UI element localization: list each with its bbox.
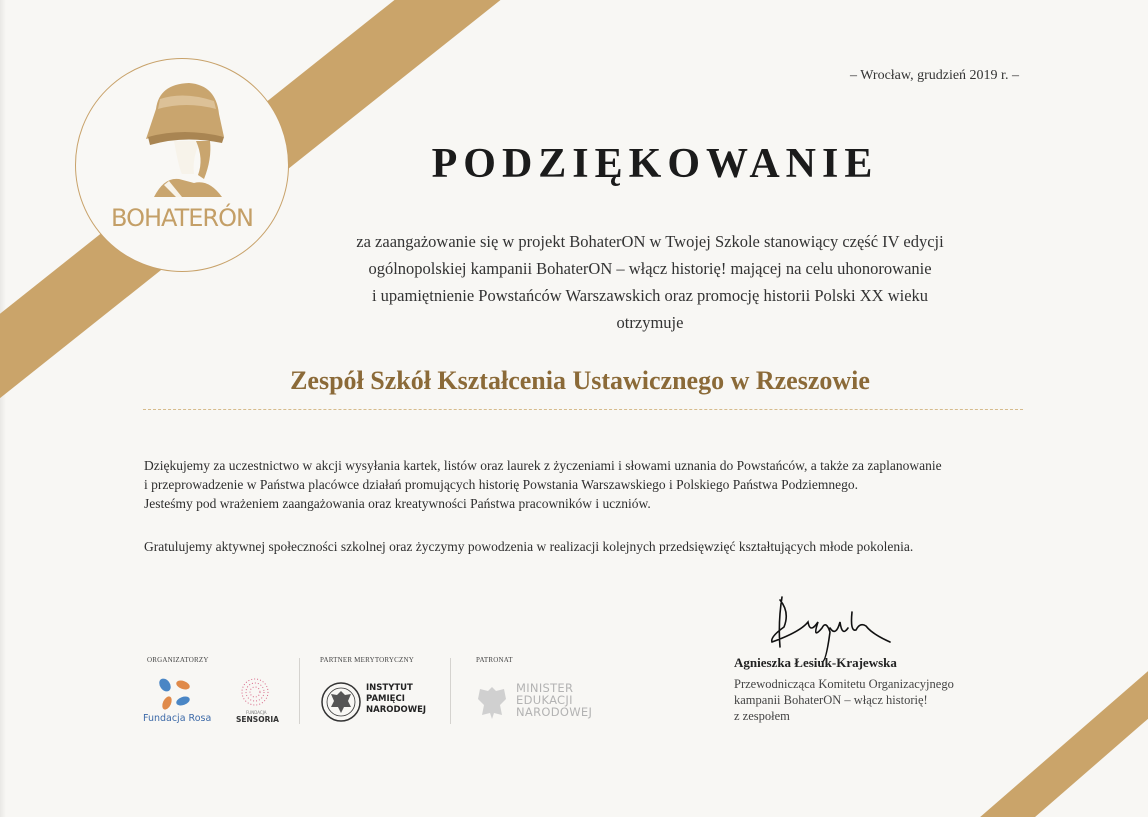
body-paragraph-1 [144, 456, 1044, 513]
page-edge [0, 0, 6, 817]
flower-icon [155, 676, 193, 712]
fundacja-rosa-label: Fundacja Rosa [143, 713, 212, 724]
men-line: NARODOWEJ [516, 705, 593, 719]
patron-label: PATRONAT [476, 656, 513, 664]
body-line: Jesteśmy pod wrażeniem zaangażowania oraz kreatywności Państwa pracowników i uczniów. [144, 496, 651, 511]
signature-icon [760, 592, 900, 662]
partner-label: PARTNER MERYTORYCZNY [320, 656, 415, 664]
men-label [516, 682, 592, 718]
gold-band-bottom-right [940, 577, 1148, 817]
date-line: – Wrocław, grudzień 2019 r. – [850, 68, 1019, 83]
role-line: Przewodnicząca Komitetu Organizacyjnego [734, 677, 954, 691]
men-line: MINISTER [516, 681, 574, 695]
body-paragraph-2: Gratulujemy aktywnej społeczności szkolnej oraz życzymy powodzenia w realizacji kolejnych przedsięwzięć kształtujących młode pokolenia. [144, 539, 914, 554]
eagle-icon [474, 683, 510, 721]
sponsor-divider [299, 658, 300, 724]
role-line: kampanii BohaterON – włącz historię! [734, 693, 928, 707]
ipn-line: INSTYTUT [366, 683, 413, 693]
eagle-seal-icon [320, 681, 362, 723]
intro-line: za zaangażowanie się w projekt BohaterON w Twojej Szkole stanowiący część IV edycji [356, 232, 944, 251]
men-line: EDUKACJI [516, 693, 573, 707]
signatory-name: Agnieszka Łesiuk-Krajewska [734, 655, 897, 670]
ipn-line: NARODOWEJ [366, 705, 427, 715]
role-line: z zespołem [734, 709, 790, 723]
signatory-role [734, 676, 954, 724]
intro-line: i upamiętnienie Powstańców Warszawskich oraz promocję historii Polski XX wieku [371, 286, 929, 305]
sponsor-divider [450, 658, 451, 724]
sensoria-label: SENSORIA [236, 715, 279, 724]
body-line: Dziękujemy za uczestnictwo w akcji wysyłania kartek, listów oraz laurek z życzeniami i słowami uznania do Powstańców, a także za zaplanowanie [144, 458, 942, 473]
intro-line: ogólnopolskiej kampanii BohaterON – włącz historię! mającej na celu uhonorowanie [368, 259, 932, 278]
intro-text [300, 228, 1000, 336]
logo-text: BOHATERÓN [111, 204, 253, 232]
body-line: i przeprowadzenie w Państwa placówce działań promujących historię Powstania Warszawskiego i Polskiego Państwa Podziemnego. [144, 477, 858, 492]
page-title: PODZIĘKOWANIE [431, 141, 879, 187]
sensoria-small-label: FUNDACJA [246, 710, 267, 715]
intro-line: otrzymuje [616, 313, 684, 332]
ipn-line: PAMIĘCI [366, 694, 405, 704]
organizers-label: ORGANIZATORZY [147, 656, 209, 664]
ipn-label [366, 683, 426, 716]
recipient-name: Zespół Szkół Kształcenia Ustawicznego w Rzeszowie [290, 366, 870, 395]
dotted-circles-icon [240, 676, 270, 708]
dashed-divider [143, 409, 1023, 410]
